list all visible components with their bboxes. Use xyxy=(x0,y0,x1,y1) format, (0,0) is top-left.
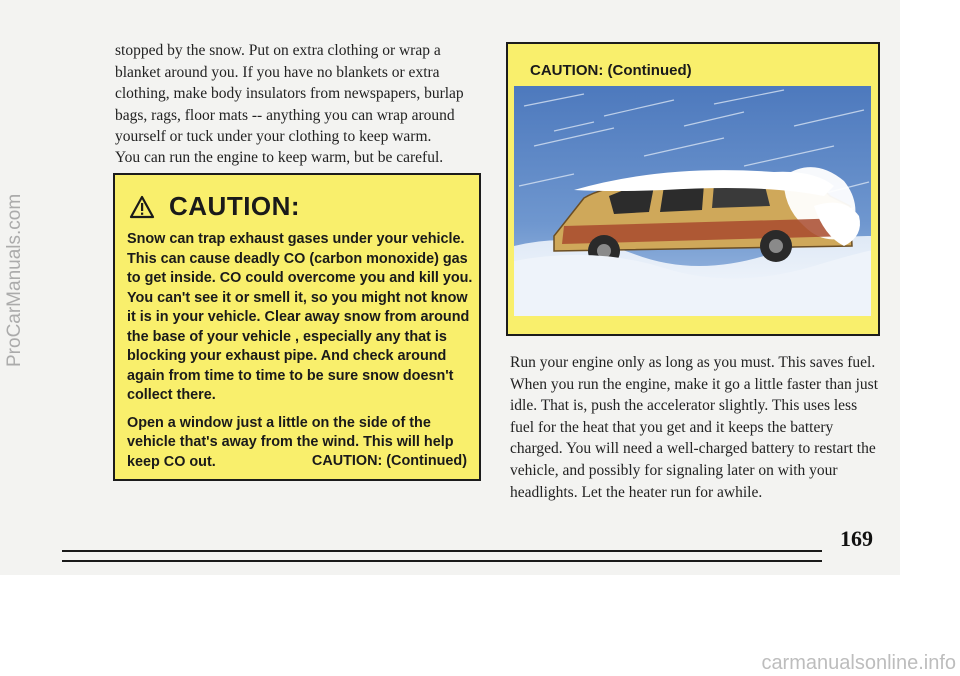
footer-watermark: carmanualsonline.info xyxy=(761,652,956,674)
footer-rule-top xyxy=(62,550,822,552)
caution-body xyxy=(127,230,477,480)
page-number: 169 xyxy=(840,526,873,551)
caution-continued-title: CAUTION: (Continued) xyxy=(530,62,692,79)
footer-rule-bottom xyxy=(62,560,822,562)
warning-triangle-icon xyxy=(129,195,155,219)
caution-header xyxy=(129,191,300,222)
intro-paragraph: stopped by the snow. Put on extra clothing or wrap a blanket around you. If you have no blankets or extra clothing, make body insulators from newspapers, burlap bags, rags, floor mats -- anything you can wrap around yourself or tuck under your clothing to keep warm. xyxy=(115,42,464,146)
caution-continued-box xyxy=(506,42,880,336)
side-watermark: ProCarManuals.com xyxy=(4,193,25,367)
caution-paragraph-2: Open a window just a little on the side of the vehicle that's away from the wind. This will help keep CO out. xyxy=(127,414,454,470)
caution-box xyxy=(113,173,481,481)
snowbound-car-illustration xyxy=(514,86,871,316)
engine-paragraph: You can run the engine to keep warm, but be careful. xyxy=(115,149,444,166)
caution-continued-label: CAUTION: (Continued) xyxy=(311,453,467,469)
caution-paragraph-1: Snow can trap exhaust gases under your vehicle. This can cause deadly CO (carbon monoxide) gas to get inside. CO could overcome you and kill you. You can't see it or smell it, so you might not know it is in your vehicle. Clear away snow from around the base of your vehicle , especially any that is blocking your exhaust pipe. And check around again from time to time to be sure snow doesn't collect there. xyxy=(127,231,473,403)
run-engine-paragraph: Run your engine only as long as you must. This saves fuel. When you run the engine, make it go a little faster than just idle. That is, push the accelerator slightly. This uses less fuel for the heat that you get and it keeps the battery charged. You will need a well-charged battery to restart the vehicle, and possibly for signaling later on with your headlights. Let the heater run for awhile. xyxy=(510,354,879,501)
caution-title: CAUTION: xyxy=(169,191,301,221)
